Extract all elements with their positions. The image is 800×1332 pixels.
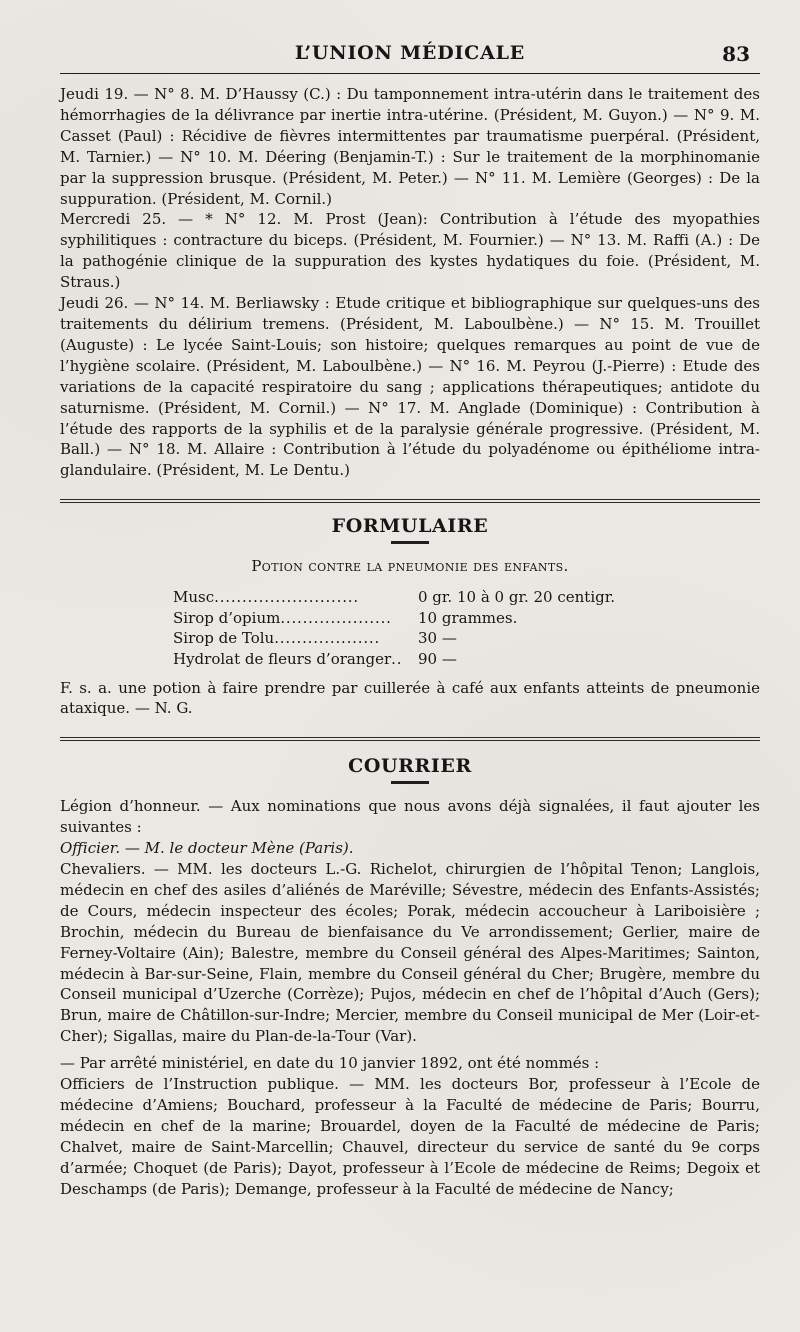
recipe-row — [173, 608, 615, 629]
thesis-sessions — [60, 84, 760, 481]
recipe-table — [173, 587, 615, 669]
dose-cell: 30 — — [418, 629, 457, 648]
leader-dots: ................... — [274, 629, 381, 648]
section-separator-formulaire — [60, 499, 760, 503]
legion-honneur-intro: Légion d’honneur. — Aux nominations que nous avons déjà signalées, il faut ajouter les suivantes : — [60, 797, 760, 837]
session-paragraph-25: Mercredi 25. — * N° 12. M. Prost (Jean): Contribution à l’étude des myopathies syphilitiques : contracture du biceps. (Président, M. Fournier.) — N° 13. M. Raffi (A.) : De la pathogénie clinique de la suppuration des kystes hydatiques du foie. (Président, M. Straus.) — [60, 210, 760, 292]
running-title: L’UNION MÉDICALE — [294, 42, 526, 64]
ingredient-cell — [173, 608, 418, 629]
recipe-row — [173, 587, 615, 608]
dose-cell: 10 grammes. — [418, 608, 518, 627]
formulaire-title: FORMULAIRE — [331, 515, 489, 538]
session-paragraph-26: Jeudi 26. — N° 14. M. Berliawsky : Etude critique et bibliographique sur quelques-uns des traitements du délirium tremens. (Président, M. Laboulbène.) — N° 15. M. Trouillet (Auguste) : Le lycée Saint-Louis; son histoire; quelques remarques au point de vue de l’hygiène scolaire. (Président, M. Laboulbène.) — N° 16. M. Peyrou (J.-Pierre) : Etude des variations de la capacité respiratoire du sang ; applications thérapeutiques; antidote du saturnisme. (Président, M. Cornil.) — N° 17. M. Anglade (Dominique) : Contribution à l’étude des rapports de la syphilis et de la paralysie générale progressive. (Président, M. Ball.) — N° 18. M. Allaire : Contribution à l’étude du polyadénome ou épithéliome intra-glandulaire. (Président, M. Le Dentu.) — [60, 294, 760, 480]
officer-line: Officier. — M. le docteur Mène (Paris). — [60, 839, 354, 858]
page-header — [60, 28, 760, 88]
page-content — [60, 84, 760, 1200]
ingredient-cell — [173, 649, 418, 670]
ingredient-name: Sirop de Tolu — [173, 629, 275, 648]
ingredient-name: Sirop d’opium — [173, 608, 281, 627]
section-separator-courrier — [60, 737, 760, 741]
ingredient-cell — [173, 628, 418, 649]
courrier-title-dash — [391, 781, 429, 784]
recipe-title: Potion contre la pneumonie des enfants. — [251, 557, 569, 576]
ingredient-name: Hydrolat de fleurs d’oranger — [173, 649, 392, 668]
courrier-section — [60, 755, 760, 1199]
page-number: 83 — [722, 42, 750, 66]
formulaire-title-dash — [391, 541, 429, 544]
session-paragraph-19: Jeudi 19. — N° 8. M. D’Haussy (C.) : Du tamponnement intra-utérin dans le traitement des hémorrhagies de la délivrance par inertie intra-utérine. (Président, M. Guyon.) — N° 9. M. Casset (Paul) : Récidive de fièvres intermittentes par traumatisme puerpéral. (Président, M. Tarnier.) — N° 10. M. Déering (Benjamin-T.) : Sur le traitement de la morphinomanie par la suppression brusque. (Président, M. Peter.) — N° 11. M. Lemière (Georges) : De la suppuration. (Président, M. Cornil.) — [60, 85, 760, 208]
leader-dots: .......................... — [214, 588, 359, 607]
ingredient-name: Musc — [173, 588, 215, 607]
header-rule — [60, 73, 760, 74]
recipe-row — [173, 649, 615, 670]
ingredient-cell — [173, 587, 418, 608]
dose-cell: 0 gr. 10 à 0 gr. 20 centigr. — [418, 588, 616, 607]
formulaire-section — [60, 515, 760, 719]
dose-cell: 90 — — [418, 649, 457, 668]
leader-dots: .. — [391, 649, 403, 668]
ministerial-decree-line: — Par arrêté ministériel, en date du 10 janvier 1892, ont été nommés : — [60, 1054, 600, 1073]
recipe-row — [173, 628, 615, 649]
leader-dots: .................... — [280, 608, 392, 627]
chevaliers-paragraph: Chevaliers. — MM. les docteurs L.-G. Richelot, chirurgien de l’hôpital Tenon; Langlois, médecin en chef des asiles d’aliénés de Maréville; Sévestre, médecin des Enfants-Assistés; de Cours, médecin inspecteur des écoles; Porak, médecin accoucheur à Lariboisière ; Brochin, médecin du Bureau de bienfaisance du Ve arrondissement; Gerlier, maire de Ferney-Voltaire (Ain); Balestre, membre du Conseil général des Alpes-Maritimes; Sainton, médecin à Bar-sur-Seine, Flain, membre du Conseil général du Cher; Brugère, membre du Conseil municipal d’Uzerche (Corrèze); Pujos, médecin en chef de l’hôpital d’Auch (Gers); Brun, maire de Châtillon-sur-Indre; Mercier, membre du Conseil municipal de Mer (Loir-et-Cher); Sigallas, maire du Plan-de-la-Tour (Var). — [60, 860, 760, 1046]
recipe-note: F. s. a. une potion à faire prendre par cuillerée à café aux enfants atteints de pneumonie ataxique. — N. G. — [60, 678, 760, 718]
courrier-title: COURRIER — [348, 755, 472, 778]
instruction-publique-paragraph: Officiers de l’Instruction publique. — MM. les docteurs Bor, professeur à l’Ecole de médecine d’Amiens; Bouchard, professeur à la Faculté de médecine de Paris; Bourru, médecin en chef de la marine; Brouardel, doyen de la Faculté de médecine de Paris; Chalvet, maire de Saint-Marcellin; Chauvel, directeur du service de santé du 9e corps d’armée; Choquet (de Paris); Dayot, professeur à l’Ecole de médecine de Reims; Degoix et Deschamps (de Paris); Demange, professeur à la Faculté de médecine de Nancy; — [60, 1075, 760, 1198]
